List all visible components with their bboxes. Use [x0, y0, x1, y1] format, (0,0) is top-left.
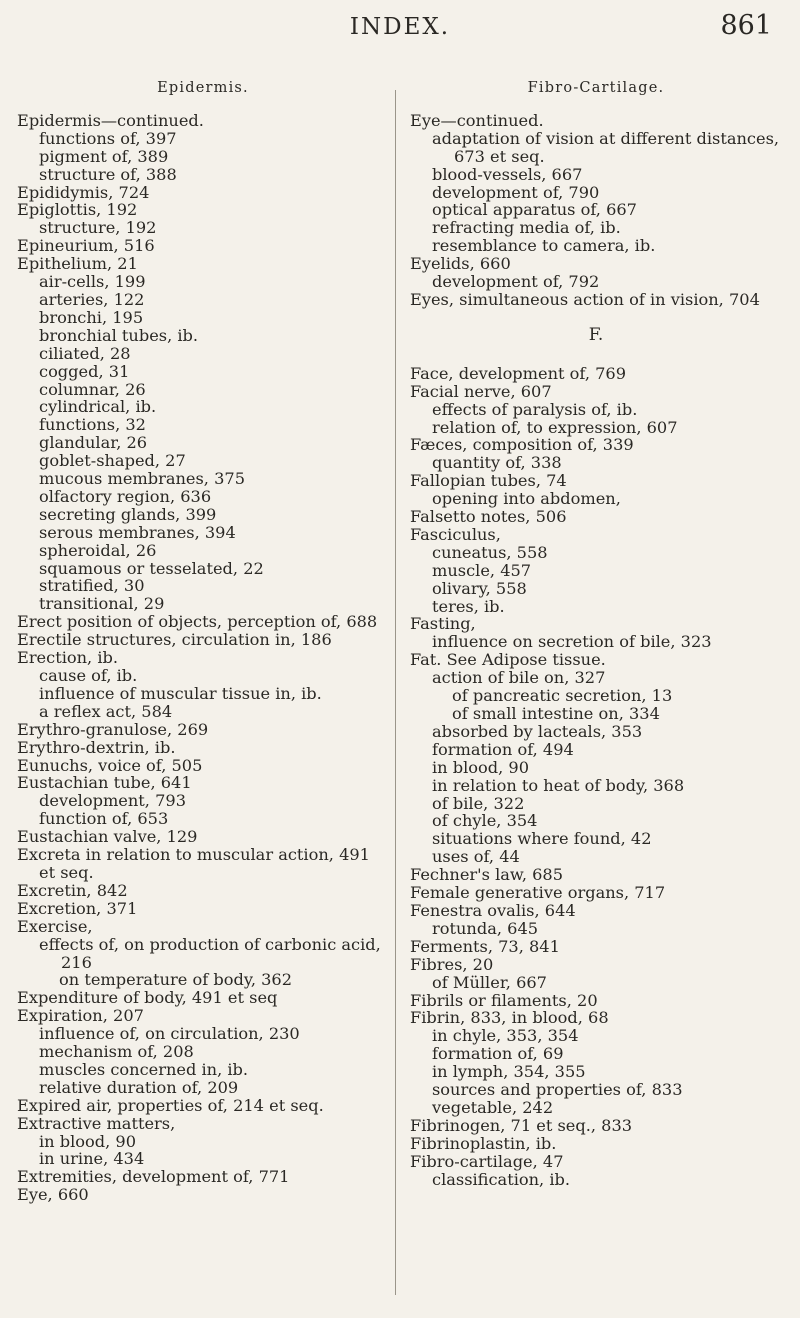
index-entry: glandular, 26 [39, 433, 148, 453]
index-entry: olivary, 558 [432, 578, 527, 598]
index-entry: development, 793 [39, 791, 186, 811]
index-entry: influence of, on circulation, 230 [39, 1024, 300, 1044]
index-entry: spheroidal, 26 [39, 540, 157, 560]
index-entry: Facial nerve, 607 [410, 381, 552, 401]
index-entry: in relation to heat of body, 368 [432, 775, 685, 795]
index-entry: stratified, 30 [39, 576, 145, 596]
index-entry: formation of, 69 [432, 1044, 564, 1064]
index-entry: Erythro-granulose, 269 [17, 719, 209, 739]
index-entry: bronchi, 195 [39, 307, 144, 327]
index-entry: Extractive matters, [17, 1113, 176, 1133]
index-entry: Fenestra ovalis, 644 [410, 900, 576, 920]
index-entry: Falsetto notes, 506 [410, 507, 567, 527]
page-title: INDEX. [349, 14, 451, 40]
index-entry: squamous or tesselated, 22 [39, 558, 264, 578]
index-entry: formation of, 494 [432, 739, 574, 759]
index-entry: Ferments, 73, 841 [410, 936, 560, 956]
index-entry: development of, 790 [432, 182, 600, 202]
index-entry: Fibro-cartilage, 47 [410, 1151, 564, 1171]
index-entry: Female generative organs, 717 [410, 883, 666, 903]
index-entry: quantity of, 338 [432, 453, 562, 473]
index-entry: Fibrin, 833, in blood, 68 [410, 1008, 609, 1028]
index-entry: relative duration of, 209 [39, 1077, 239, 1097]
index-entry: goblet-shaped, 27 [39, 451, 186, 471]
index-entry: muscle, 457 [432, 560, 532, 580]
index-entry: Fibrinogen, 71 et seq., 833 [410, 1115, 633, 1135]
index-entry: rotunda, 645 [432, 918, 539, 938]
index-entry: on temperature of body, 362 [59, 970, 293, 990]
index-entry: functions, 32 [39, 415, 146, 435]
index-entry: Fallopian tubes, 74 [410, 471, 567, 491]
index-entry: Fasciculus, [410, 524, 501, 544]
index-entry: optical apparatus of, 667 [432, 200, 637, 220]
section-letter: F. [588, 324, 604, 345]
page-header [0, 0, 800, 72]
index-entry: Eyes, simultaneous action of in vision, 704 [410, 289, 760, 309]
index-entry: Expiration, 207 [17, 1006, 144, 1026]
index-entry: bronchial tubes, ib. [39, 325, 199, 345]
index-entry: Erectile structures, circulation in, 186 [17, 630, 332, 650]
index-entry: Fibrils or filaments, 20 [410, 990, 598, 1010]
index-entry: sources and properties of, 833 [432, 1080, 683, 1100]
index-entry: effects of, on production of carbonic acid, 216 [39, 934, 381, 972]
index-entry: influence of muscular tissue in, ib. [39, 683, 322, 703]
index-entry: influence on secretion of bile, 323 [432, 632, 712, 652]
index-entry: cogged, 31 [39, 361, 130, 381]
index-entry: Exercise, [17, 916, 93, 936]
left-column [17, 80, 389, 1204]
index-entry: Epiglottis, 192 [17, 200, 138, 220]
index-entry: Epididymis, 724 [17, 182, 150, 202]
index-entry: Expired air, properties of, 214 et seq. [17, 1095, 324, 1115]
index-entry: of chyle, 354 [432, 811, 538, 831]
column-divider [395, 90, 396, 1295]
index-entry: effects of paralysis of, ib. [432, 399, 638, 419]
index-entry: function of, 653 [39, 809, 169, 829]
index-entry: functions of, 397 [39, 128, 177, 148]
index-entry: cylindrical, ib. [39, 397, 157, 417]
index-entry: Epineurium, 516 [17, 236, 155, 256]
index-entry: in chyle, 353, 354 [432, 1026, 579, 1046]
index-entry: a reflex act, 584 [39, 701, 173, 721]
index-entry: Expenditure of body, 491 et seq [17, 988, 278, 1008]
index-entry: cuneatus, 558 [432, 542, 548, 562]
index-entry: mechanism of, 208 [39, 1042, 194, 1062]
index-entry: Fasting, [410, 614, 476, 634]
index-entry: of Müller, 667 [432, 972, 547, 992]
index-entry: Fæces, composition of, 339 [410, 435, 634, 455]
index-entry: muscles concerned in, ib. [39, 1059, 249, 1079]
index-entry: uses of, 44 [432, 847, 520, 867]
index-entry: resemblance to camera, ib. [432, 236, 656, 256]
index-entry: absorbed by lacteals, 353 [432, 721, 643, 741]
right-running-head: Fibro-Cartilage. [527, 80, 665, 96]
index-entry: opening into abdomen, [432, 489, 621, 509]
index-entry: Epidermis—continued. [17, 110, 204, 130]
index-entry: serous membranes, 394 [39, 522, 236, 542]
left-entries [17, 112, 389, 1204]
index-entry: teres, ib. [432, 596, 505, 616]
left-running-head: Epidermis. [157, 80, 249, 96]
index-entry: development of, 792 [432, 272, 600, 292]
index-entry: of pancreatic secretion, 13 [452, 686, 673, 706]
index-entry: secreting glands, 399 [39, 504, 217, 524]
index-entry: of small intestine on, 334 [452, 704, 660, 723]
index-entry: structure of, 388 [39, 164, 177, 184]
index-entry: classification, ib. [432, 1169, 571, 1189]
index-entry: arteries, 122 [39, 289, 145, 309]
index-entry: Excreta in relation to muscular action, 491 et seq. [17, 845, 370, 882]
index-entry: Eye—continued. [410, 110, 544, 130]
index-entry: Excretion, 371 [17, 898, 138, 918]
index-entry: mucous membranes, 375 [39, 469, 245, 489]
index-entry: in urine, 434 [39, 1149, 145, 1169]
index-entry: Eye, 660 [17, 1185, 89, 1205]
index-entry: of bile, 322 [432, 793, 525, 813]
index-entry: transitional, 29 [39, 594, 165, 614]
right-entries-e [410, 112, 782, 309]
index-entry: Epithelium, 21 [17, 254, 138, 274]
page-number: 861 [720, 10, 772, 41]
index-entry: Fat. See Adipose tissue. [410, 650, 606, 670]
index-entry: situations where found, 42 [432, 829, 652, 849]
right-entries-f [410, 365, 782, 1189]
index-entry: blood-vessels, 667 [432, 164, 583, 184]
index-entry: Fibres, 20 [410, 954, 494, 974]
index-entry: air-cells, 199 [39, 272, 146, 292]
index-entry: Erect position of objects, perception of, 688 [17, 612, 378, 632]
index-entry: Fibrinoplastin, ib. [410, 1133, 557, 1153]
index-entry: Fechner's law, 685 [410, 865, 564, 885]
index-entry: relation of, to expression, 607 [432, 417, 678, 437]
index-entry: ciliated, 28 [39, 343, 131, 363]
index-entry: cause of, ib. [39, 666, 138, 685]
index-entry: pigment of, 389 [39, 146, 169, 166]
index-entry: Eyelids, 660 [410, 254, 511, 274]
index-entry: Erythro-dextrin, ib. [17, 737, 176, 757]
index-entry: adaptation of vision at different distances, 673 et seq. [432, 128, 780, 166]
index-entry: in lymph, 354, 355 [432, 1062, 586, 1082]
index-entry: vegetable, 242 [432, 1097, 554, 1117]
index-entry: olfactory region, 636 [39, 486, 212, 506]
index-entry: Eunuchs, voice of, 505 [17, 755, 203, 775]
index-entry: structure, 192 [39, 218, 157, 238]
index-entry: Excretin, 842 [17, 880, 128, 900]
index-entry: columnar, 26 [39, 379, 146, 399]
index-entry: Extremities, development of, 771 [17, 1167, 290, 1187]
index-entry: Eustachian valve, 129 [17, 827, 198, 847]
index-entry: action of bile on, 327 [432, 668, 606, 688]
index-entry: in blood, 90 [39, 1131, 137, 1151]
right-column [410, 80, 782, 1188]
index-entry: in blood, 90 [432, 757, 530, 777]
index-entry: refracting media of, ib. [432, 218, 621, 238]
index-entry: Eustachian tube, 641 [17, 773, 192, 793]
index-entry: Face, development of, 769 [410, 363, 627, 383]
index-entry: Erection, ib. [17, 648, 119, 668]
